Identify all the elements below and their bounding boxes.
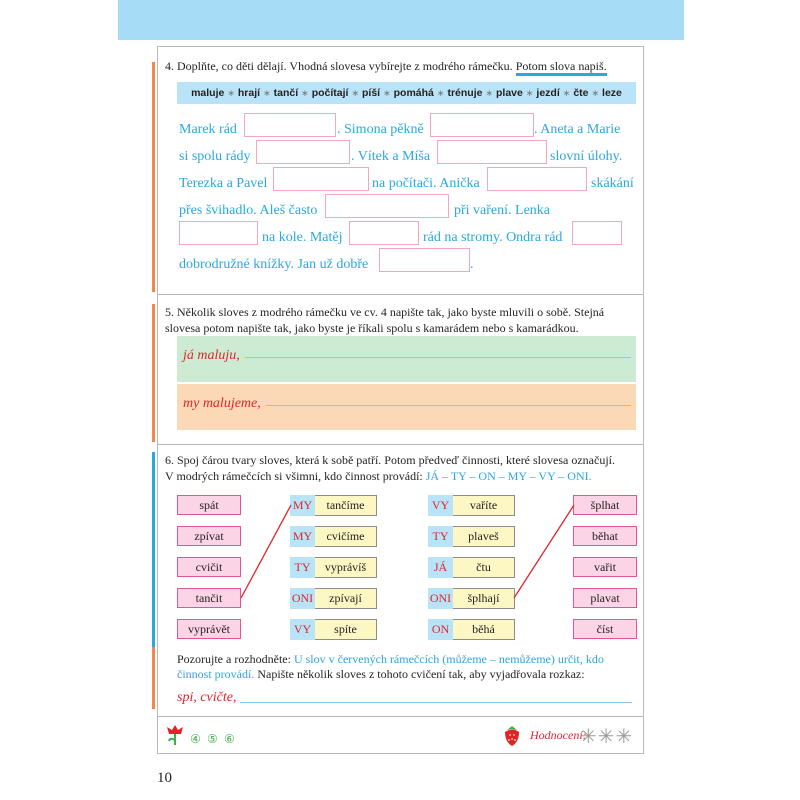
pronoun-tag: TY: [428, 526, 453, 547]
pronoun-tag: JÁ: [428, 557, 453, 578]
star-separator-icon: ∗: [351, 87, 359, 98]
task4-prompt-highlight: Potom slova napiš.: [516, 59, 607, 76]
verb-form: vaříte: [453, 495, 515, 516]
strawberry-icon: [501, 723, 523, 747]
conjugated-form[interactable]: [428, 557, 515, 578]
fill-text: při vaření. Lenka: [454, 203, 551, 218]
answer-blank[interactable]: [379, 248, 470, 272]
verb-bank-word: čte: [573, 87, 589, 99]
star-separator-icon: ∗: [562, 87, 571, 98]
plural-answer-band: [177, 384, 636, 430]
verb-form: běhá: [453, 619, 515, 640]
infinitive-box[interactable]: vyprávět: [177, 619, 241, 639]
verb-form: plaveš: [453, 526, 515, 547]
fill-text: . Vítek a Míša: [351, 149, 431, 164]
task5-side-bar: [152, 304, 155, 442]
fill-text: . Simona pěkně: [337, 122, 424, 137]
observe-instruction: [177, 652, 637, 682]
conjugated-form[interactable]: [290, 526, 377, 547]
verb-bank-word: píší: [362, 87, 381, 99]
star-separator-icon: ∗: [436, 87, 445, 98]
fill-text: . Aneta a Marie: [534, 122, 621, 137]
task6-prompt-line2: [165, 468, 640, 484]
singular-writing-line[interactable]: [245, 357, 631, 358]
verb-bank-word: tančí: [273, 87, 299, 99]
plural-writing-line[interactable]: [266, 405, 631, 406]
star-separator-icon: ∗: [485, 87, 494, 98]
answer-blank[interactable]: [179, 221, 258, 245]
answer-blank[interactable]: [487, 167, 587, 191]
task5-instruction: 5. Několik sloves z modrého rámečku ve cv. 4 napište tak, jako byste mluvili o sobě. Stejná slovesa potom napište tak, jako byste je říkali spolu s kamarádem nebo s kamarádkou.: [165, 305, 605, 335]
verb-bank-word: jezdí: [536, 87, 560, 99]
answer-blank[interactable]: [256, 140, 350, 164]
answer-blank[interactable]: [244, 113, 336, 137]
infinitive-box[interactable]: číst: [573, 619, 637, 639]
divider-footer: [157, 716, 644, 717]
fill-text: Terezka a Pavel: [179, 176, 268, 191]
star-separator-icon: ∗: [227, 87, 235, 98]
task4-instruction: [165, 58, 640, 74]
infinitive-box[interactable]: šplhat: [573, 495, 637, 515]
page-number: 10: [157, 770, 172, 786]
level-badge: ④: [190, 732, 201, 746]
infinitive-box[interactable]: tančit: [177, 588, 241, 608]
star-separator-icon: ∗: [525, 87, 534, 98]
pronoun-tag: MY: [290, 526, 315, 547]
infinitive-box[interactable]: běhat: [573, 526, 637, 546]
answer-blank[interactable]: [325, 194, 449, 218]
answer-blank[interactable]: [437, 140, 547, 164]
observe-label: Pozorujte a rozhodněte:: [177, 652, 294, 666]
answer-blank[interactable]: [430, 113, 534, 137]
answer-blank[interactable]: [273, 167, 369, 191]
infinitive-box[interactable]: cvičit: [177, 557, 241, 577]
evaluation-label: Hodnocení:: [530, 728, 587, 742]
fill-text: .: [470, 257, 474, 272]
infinitive-box[interactable]: zpívat: [177, 526, 241, 546]
pronoun-tag: MY: [290, 495, 315, 516]
verb-bank-word: trénuje: [447, 87, 483, 99]
fill-text: dobrodružné knížky. Jan už dobře: [179, 257, 369, 272]
verb-form: vyprávíš: [315, 557, 377, 578]
task6-side-bar-blue: [152, 452, 155, 647]
verb-form: spíte: [315, 619, 377, 640]
verb-form: tančíme: [315, 495, 377, 516]
fill-text: přes švihadlo. Aleš často: [179, 203, 318, 218]
singular-example: já maluju,: [183, 348, 240, 363]
pronoun-list: JÁ – TY – ON – MY – VY – ONI.: [425, 469, 592, 483]
task4-side-bar: [152, 62, 155, 292]
observe-rest: Napište několik sloves z tohoto cvičení tak, aby vyjadřovala rozkaz:: [254, 667, 585, 681]
observe-question: U slov v červených rámečcích (můžeme – nemůžeme) určit, kdo činnost provádí.: [177, 652, 604, 681]
task4-prompt: 4. Doplňte, co děti dělají. Vhodná slovesa vybírejte z modrého rámečku.: [165, 59, 516, 73]
infinitive-box[interactable]: vařit: [573, 557, 637, 577]
star-separator-icon: ∗: [591, 87, 600, 98]
verb-form: cvičíme: [315, 526, 377, 547]
evaluation-stars[interactable]: ✳✳✳: [580, 724, 634, 748]
verb-form: čtu: [453, 557, 515, 578]
infinitive-box[interactable]: spát: [177, 495, 241, 515]
blue-verb-box: [177, 82, 636, 104]
flower-icon: [164, 722, 186, 746]
verb-form: zpívají: [315, 588, 377, 609]
conjugated-form[interactable]: [290, 557, 377, 578]
conjugated-form[interactable]: [428, 588, 515, 609]
imperative-writing-line[interactable]: [240, 702, 632, 703]
fill-text: si spolu rády: [179, 149, 251, 164]
singular-answer-band: [177, 336, 636, 382]
verb-bank-word: počítají: [311, 87, 349, 99]
pronoun-tag: ONI: [428, 588, 453, 609]
pronoun-tag: ON: [428, 619, 453, 640]
fill-text: na kole. Matěj: [262, 230, 343, 245]
conjugated-form[interactable]: [290, 588, 377, 609]
pronoun-tag: VY: [290, 619, 315, 640]
conjugated-form[interactable]: [428, 495, 515, 516]
task6-instruction: [165, 452, 640, 484]
star-separator-icon: ∗: [263, 87, 271, 98]
divider-task6: [157, 444, 644, 445]
fill-text: slovní úlohy.: [550, 149, 623, 164]
verb-bank-word: maluje: [191, 87, 225, 99]
top-color-band: [118, 0, 684, 40]
divider-task5: [157, 294, 644, 295]
infinitive-box[interactable]: plavat: [573, 588, 637, 608]
fill-text: rád na stromy. Ondra rád: [423, 230, 563, 245]
pronoun-tag: ONI: [290, 588, 315, 609]
star-separator-icon: ∗: [383, 87, 391, 98]
conjugated-form[interactable]: [290, 495, 377, 516]
star-separator-icon: ∗: [301, 87, 309, 98]
fill-text: skákání: [591, 176, 634, 191]
task6-side-bar-orange: [152, 647, 155, 709]
verb-form: šplhají: [453, 588, 515, 609]
level-badge: ⑥: [224, 732, 235, 746]
conjugated-form[interactable]: [428, 619, 515, 640]
verb-bank-word: plave: [496, 87, 523, 99]
plural-example: my malujeme,: [183, 396, 261, 411]
verb-bank-word: leze: [602, 87, 622, 99]
task6-prompt-2: V modrých rámečcích si všimni, kdo činnost provádí:: [165, 469, 426, 483]
conjugated-form[interactable]: [290, 619, 377, 640]
answer-blank[interactable]: [349, 221, 419, 245]
conjugated-form[interactable]: [428, 526, 515, 547]
fill-text: na počítači. Anička: [372, 176, 480, 191]
verb-bank-word: pomáhá: [393, 87, 434, 99]
imperative-example: spi, cvičte,: [177, 690, 237, 705]
answer-blank[interactable]: [572, 221, 622, 245]
fill-text: Marek rád: [179, 122, 237, 137]
pronoun-tag: VY: [428, 495, 453, 516]
pronoun-tag: TY: [290, 557, 315, 578]
level-badge: ⑤: [207, 732, 218, 746]
task6-prompt-line1: 6. Spoj čárou tvary sloves, která k sobě patří. Potom předveď činnosti, které slovesa označují.: [165, 453, 615, 467]
verb-bank-word: hrají: [237, 87, 261, 99]
